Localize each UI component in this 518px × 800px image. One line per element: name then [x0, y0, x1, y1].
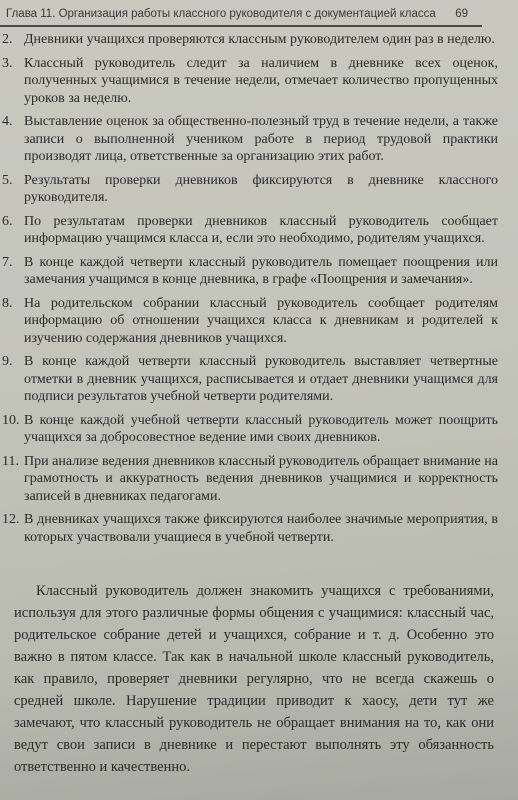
item-text: На родительском собрании классный руководитель сообщает родителям информацию об отношении учащихся класса к дневникам и родителей к изучению содержания дневников учащихся.	[24, 295, 498, 346]
list-item	[2, 213, 498, 248]
item-number: 10.	[2, 412, 20, 428]
item-text: Классный руководитель следит за наличием в дневнике всех оценок, полученных учащимися в течение недели, отмечает количество пропущенных уроков за неделю.	[24, 55, 498, 106]
item-number: 4.	[2, 114, 13, 129]
list-item	[2, 113, 498, 166]
item-text: Результаты проверки дневников фиксируются в дневнике классного руководителя.	[24, 172, 498, 205]
item-number: 11.	[2, 453, 19, 469]
item-number: 5.	[2, 172, 13, 188]
item-text: При анализе ведения дневников классный руководитель обращает внимание на грамотность и аккуратность ведения дневников учащимися и корректность записей в дневниках педагогами.	[24, 453, 498, 504]
list-item	[2, 55, 498, 108]
item-number: 2.	[2, 32, 13, 47]
list-item	[2, 295, 498, 348]
list-item	[2, 254, 498, 289]
list-item	[2, 31, 498, 49]
item-number: 8.	[2, 295, 13, 311]
item-number: 9.	[2, 354, 13, 369]
body-paragraph: Классный руководитель должен знакомить учащихся с требованиями, используя для этого различные формы общения с учащимися: классный час, родительское собрание детей и учащихся, собрание и т. д. Особенно это важно в пятом классе. Так как в начальной школе классный руководитель, как правило, проверяет дневники регулярно, что не всегда скажешь о средней школе. Нарушение традиции приводит к хаосу, дети тут же замечают, что классный руководитель не обращает внимания на то, как они ведут свои записи в дневнике и перестают выполнять эту обязанность ответственно и качественно.	[14, 583, 494, 775]
item-text: Выставление оценок за общественно-полезный труд в течение недели, а также записи о выполненной учеником работе в период трудовой практики производят лица, ответственные за организацию этих работ.	[24, 114, 498, 164]
item-number: 6.	[2, 213, 13, 229]
numbered-list	[2, 31, 498, 552]
item-text: Дневники учащихся проверяются классным руководителем один раз в неделю.	[24, 32, 495, 47]
item-number: 7.	[2, 254, 13, 270]
item-text: В конце каждой учебной четверти классный руководитель может поощрить учащихся за добросовестное ведение ими своих дневников.	[24, 412, 498, 445]
list-item	[2, 453, 498, 506]
item-text: По результатам проверки дневников классный руководитель сообщает информацию учащимся класса и, если это необходимо, родителям учащихся.	[24, 213, 498, 246]
list-item	[2, 511, 498, 546]
header-rule	[0, 25, 482, 27]
item-number: 12.	[2, 512, 20, 527]
list-item	[2, 412, 498, 447]
item-text: В конце каждой четверти классный руководитель выставляет четвертные отметки в дневник учащихся, расписывается и отдает дневники учащимся для подписи результатов учебной четверти родителями.	[24, 354, 498, 404]
item-number: 3.	[2, 55, 13, 71]
item-text: В конце каждой четверти классный руководитель помещает поощрения или замечания учащимся в конце дневника, в графе «Поощрения и замечания».	[24, 254, 498, 287]
page-number: 69	[455, 7, 468, 20]
chapter-title: Глава 11. Организация работы классного руководителя с документацией класса	[6, 7, 436, 20]
list-item	[2, 353, 498, 406]
item-text: В дневниках учащихся также фиксируются наиболее значимые мероприятия, в которых участвовали учащиеся в учебной четверти.	[24, 512, 498, 545]
list-item	[2, 172, 498, 207]
running-header	[0, 0, 518, 27]
